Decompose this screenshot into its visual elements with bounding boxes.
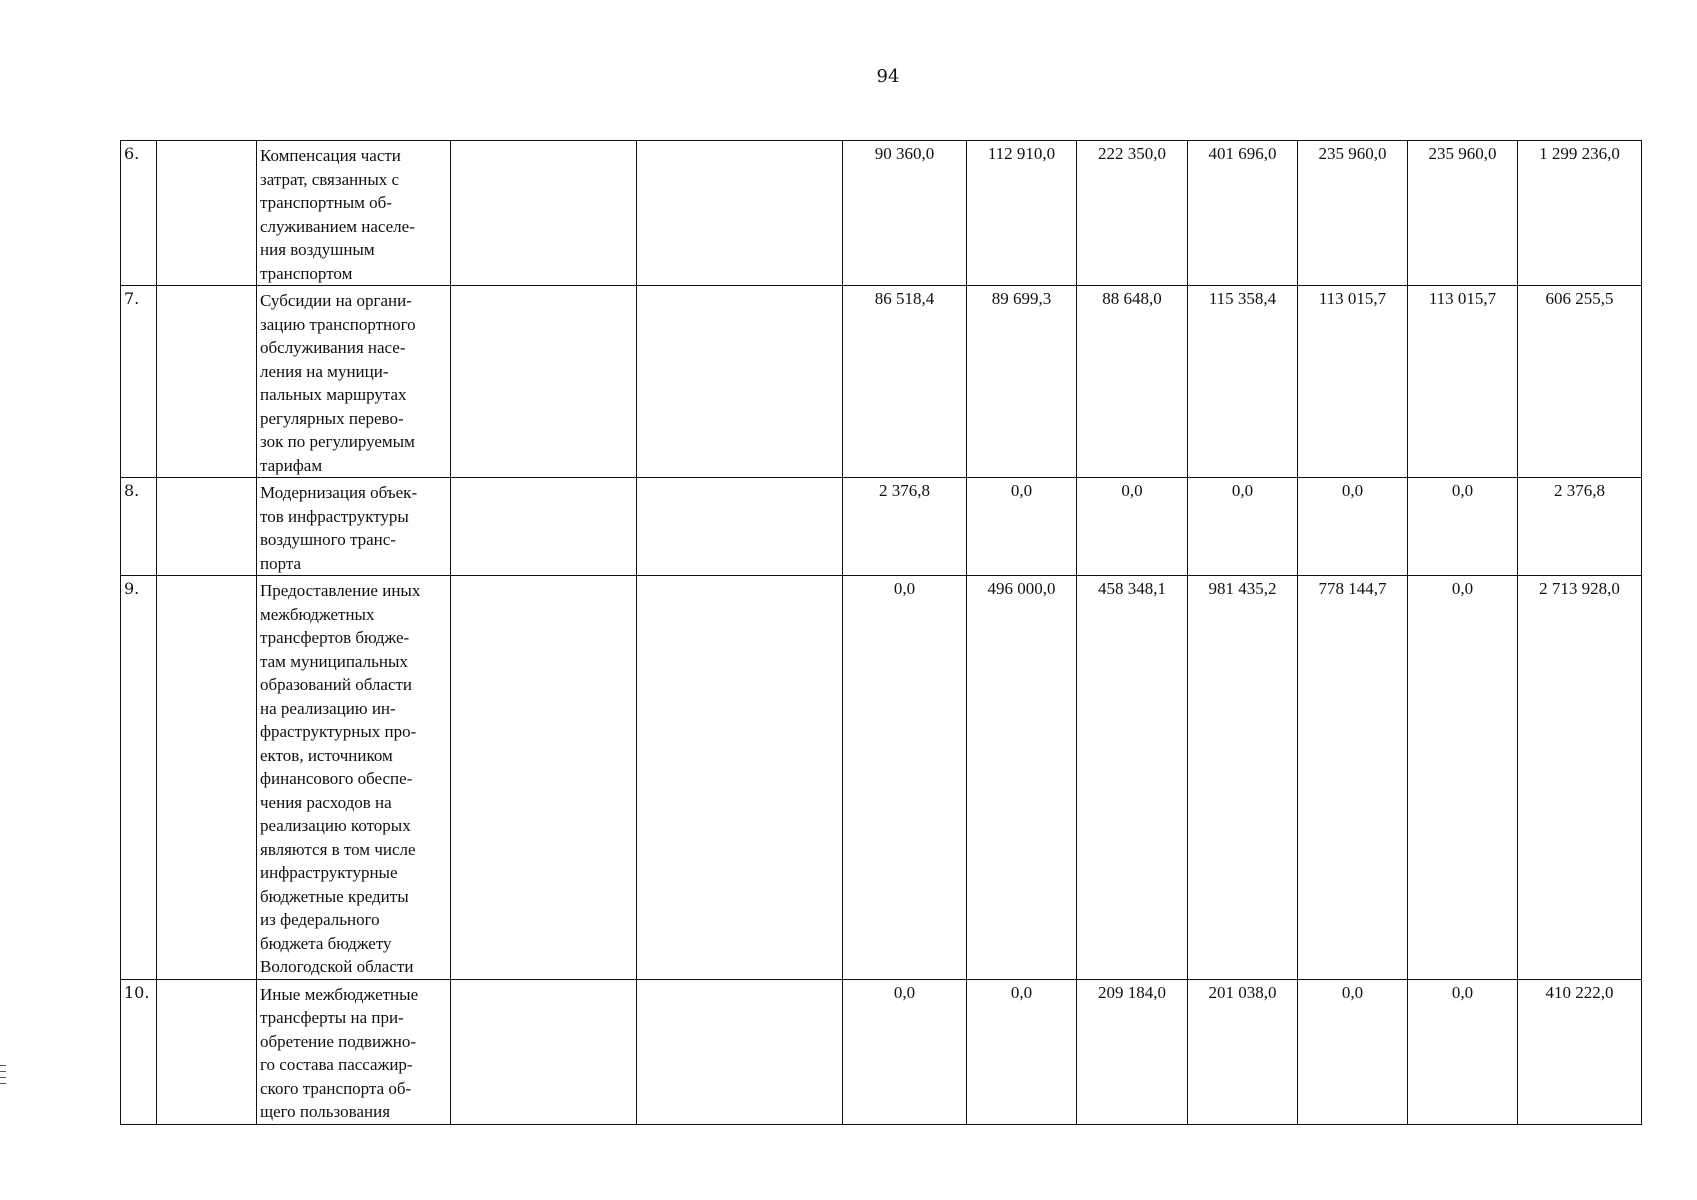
value-cell: 235 960,0 bbox=[1408, 141, 1518, 286]
value-cell: 86 518,4 bbox=[843, 286, 967, 478]
value-cell: 2 376,8 bbox=[843, 478, 967, 576]
empty-cell bbox=[157, 979, 257, 1124]
table-row bbox=[121, 979, 1642, 1124]
value-cell: 401 696,0 bbox=[1188, 141, 1298, 286]
margin-tick bbox=[0, 1065, 6, 1066]
value-cell: 0,0 bbox=[1188, 478, 1298, 576]
value-cell: 458 348,1 bbox=[1077, 576, 1188, 980]
value-cell: 88 648,0 bbox=[1077, 286, 1188, 478]
row-number: 7. bbox=[121, 286, 157, 478]
value-cell: 222 350,0 bbox=[1077, 141, 1188, 286]
value-cell: 496 000,0 bbox=[967, 576, 1077, 980]
empty-cell bbox=[637, 478, 843, 576]
value-cell: 112 910,0 bbox=[967, 141, 1077, 286]
value-cell: 0,0 bbox=[1298, 478, 1408, 576]
value-cell: 0,0 bbox=[1408, 576, 1518, 980]
value-cell: 235 960,0 bbox=[1298, 141, 1408, 286]
margin-tick bbox=[0, 1071, 6, 1072]
row-description: Иные межбюджетные трансферты на при- обретение подвижно- го состава пассажир- ского транспорта об- щего пользования bbox=[257, 979, 451, 1124]
margin-marks bbox=[0, 1065, 8, 1089]
row-description: Предоставление иных межбюджетных трансфертов бюдже- там муниципальных образований области на реализацию ин- фраструктурных про- ектов, источником финансового обеспе- чения расходов на реализацию которых являются в том числе инфраструктурные бюджетные кредиты из федерального бюджета бюджету Вологодской области bbox=[257, 576, 451, 980]
row-description: Модернизация объек- тов инфраструктуры воздушного транс- порта bbox=[257, 478, 451, 576]
value-cell: 2 376,8 bbox=[1518, 478, 1642, 576]
row-number: 9. bbox=[121, 576, 157, 980]
empty-cell bbox=[637, 286, 843, 478]
margin-tick bbox=[0, 1083, 6, 1084]
value-cell: 115 358,4 bbox=[1188, 286, 1298, 478]
empty-cell bbox=[451, 478, 637, 576]
empty-cell bbox=[637, 576, 843, 980]
row-description: Субсидии на органи- зацию транспортного обслуживания насе- ления на муници- пальных маршрутах регулярных перево- зок по регулируемым тарифам bbox=[257, 286, 451, 478]
value-cell: 0,0 bbox=[1077, 478, 1188, 576]
value-cell: 410 222,0 bbox=[1518, 979, 1642, 1124]
margin-tick bbox=[0, 1077, 6, 1078]
table-row bbox=[121, 286, 1642, 478]
value-cell: 89 699,3 bbox=[967, 286, 1077, 478]
table-row bbox=[121, 141, 1642, 286]
value-cell: 0,0 bbox=[1408, 478, 1518, 576]
page-number: 94 bbox=[876, 66, 900, 87]
row-description: Компенсация части затрат, связанных с транспортным об- служиванием населе- ния воздушным транспортом bbox=[257, 141, 451, 286]
empty-cell bbox=[451, 286, 637, 478]
value-cell: 606 255,5 bbox=[1518, 286, 1642, 478]
table-row bbox=[121, 576, 1642, 980]
value-cell: 0,0 bbox=[1408, 979, 1518, 1124]
empty-cell bbox=[637, 979, 843, 1124]
value-cell: 981 435,2 bbox=[1188, 576, 1298, 980]
table-row bbox=[121, 478, 1642, 576]
value-cell: 113 015,7 bbox=[1298, 286, 1408, 478]
row-number: 10. bbox=[121, 979, 157, 1124]
value-cell: 0,0 bbox=[1298, 979, 1408, 1124]
value-cell: 90 360,0 bbox=[843, 141, 967, 286]
value-cell: 113 015,7 bbox=[1408, 286, 1518, 478]
value-cell: 778 144,7 bbox=[1298, 576, 1408, 980]
value-cell: 1 299 236,0 bbox=[1518, 141, 1642, 286]
value-cell: 0,0 bbox=[967, 979, 1077, 1124]
value-cell: 201 038,0 bbox=[1188, 979, 1298, 1124]
empty-cell bbox=[157, 478, 257, 576]
value-cell: 0,0 bbox=[843, 979, 967, 1124]
empty-cell bbox=[451, 979, 637, 1124]
empty-cell bbox=[157, 286, 257, 478]
empty-cell bbox=[637, 141, 843, 286]
empty-cell bbox=[451, 576, 637, 980]
value-cell: 209 184,0 bbox=[1077, 979, 1188, 1124]
row-number: 6. bbox=[121, 141, 157, 286]
row-number: 8. bbox=[121, 478, 157, 576]
empty-cell bbox=[157, 141, 257, 286]
value-cell: 2 713 928,0 bbox=[1518, 576, 1642, 980]
budget-table bbox=[120, 140, 1642, 1125]
empty-cell bbox=[451, 141, 637, 286]
empty-cell bbox=[157, 576, 257, 980]
value-cell: 0,0 bbox=[843, 576, 967, 980]
value-cell: 0,0 bbox=[967, 478, 1077, 576]
